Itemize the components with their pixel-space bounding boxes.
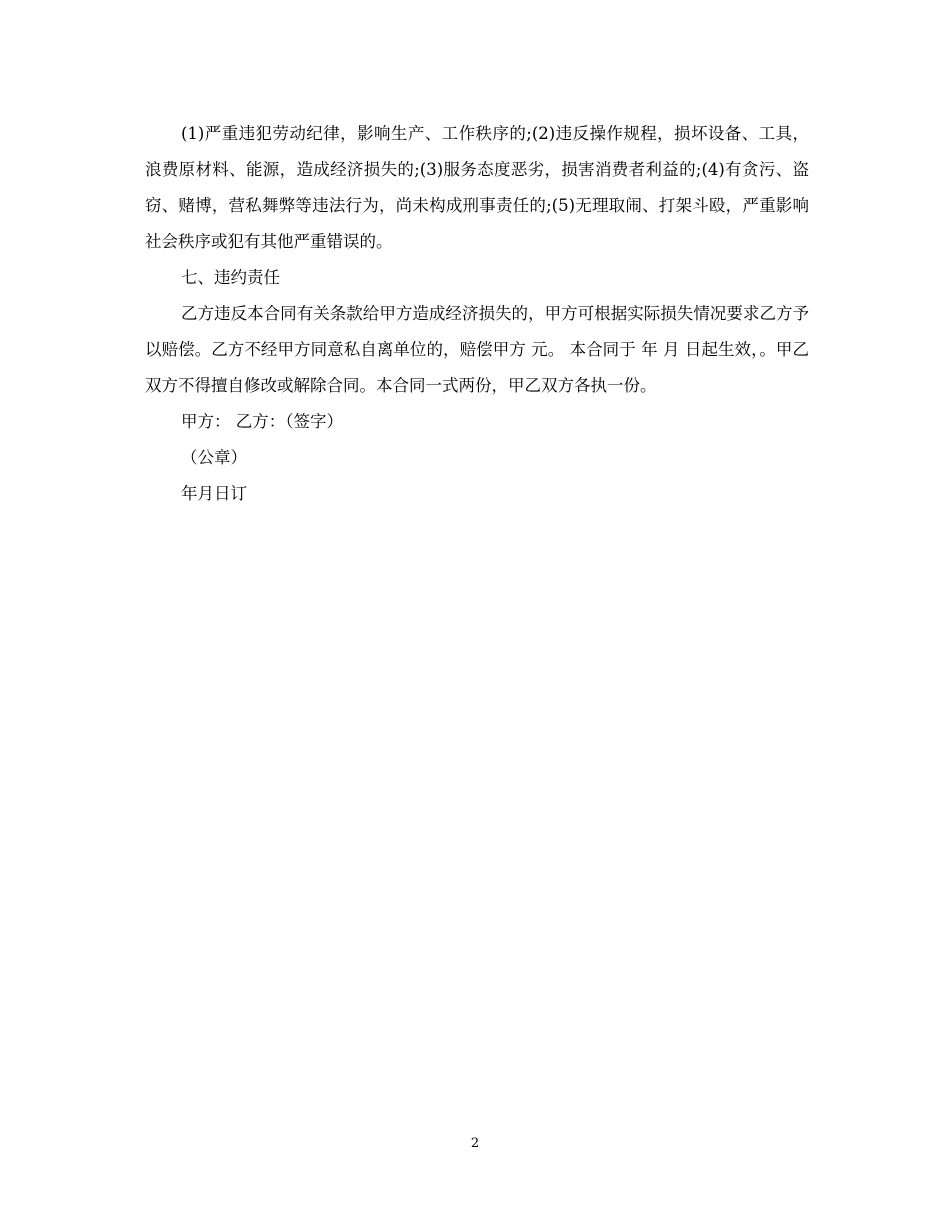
liability-paragraph: 乙方违反本合同有关条款给甲方造成经济损失的，甲方可根据实际损失情况要求乙方予以赔偿。乙方不经甲方同意私自离单位的，赔偿甲方 元。 本合同于 年 月 日起生效，。甲乙双方不得擅自修改或解除合同。本合同一式两份，甲乙双方各执一份。	[145, 304, 809, 395]
page-number: 2	[470, 1136, 480, 1151]
violation-list-paragraph: (1)严重违犯劳动纪律，影响生产、工作秩序的;(2)违反操作规程，损坏设备、工具，浪费原材料、能源，造成经济损失的;(3)服务态度恶劣，损害消费者利益的;(4)有贪污、盗窃、赌博，营私舞弊等违法行为，尚未构成刑事责任的;(5)无理取闹、打架斗殴，严重影响社会秩序或犯有其他严重错误的。	[145, 124, 809, 251]
seal-line: （公章）	[181, 448, 247, 467]
signature-line: 甲方： 乙方：（签字）	[181, 412, 343, 431]
section-heading-liability: 七、违约责任	[181, 268, 280, 287]
date-line: 年月日订	[181, 484, 247, 503]
document-body	[145, 116, 809, 512]
